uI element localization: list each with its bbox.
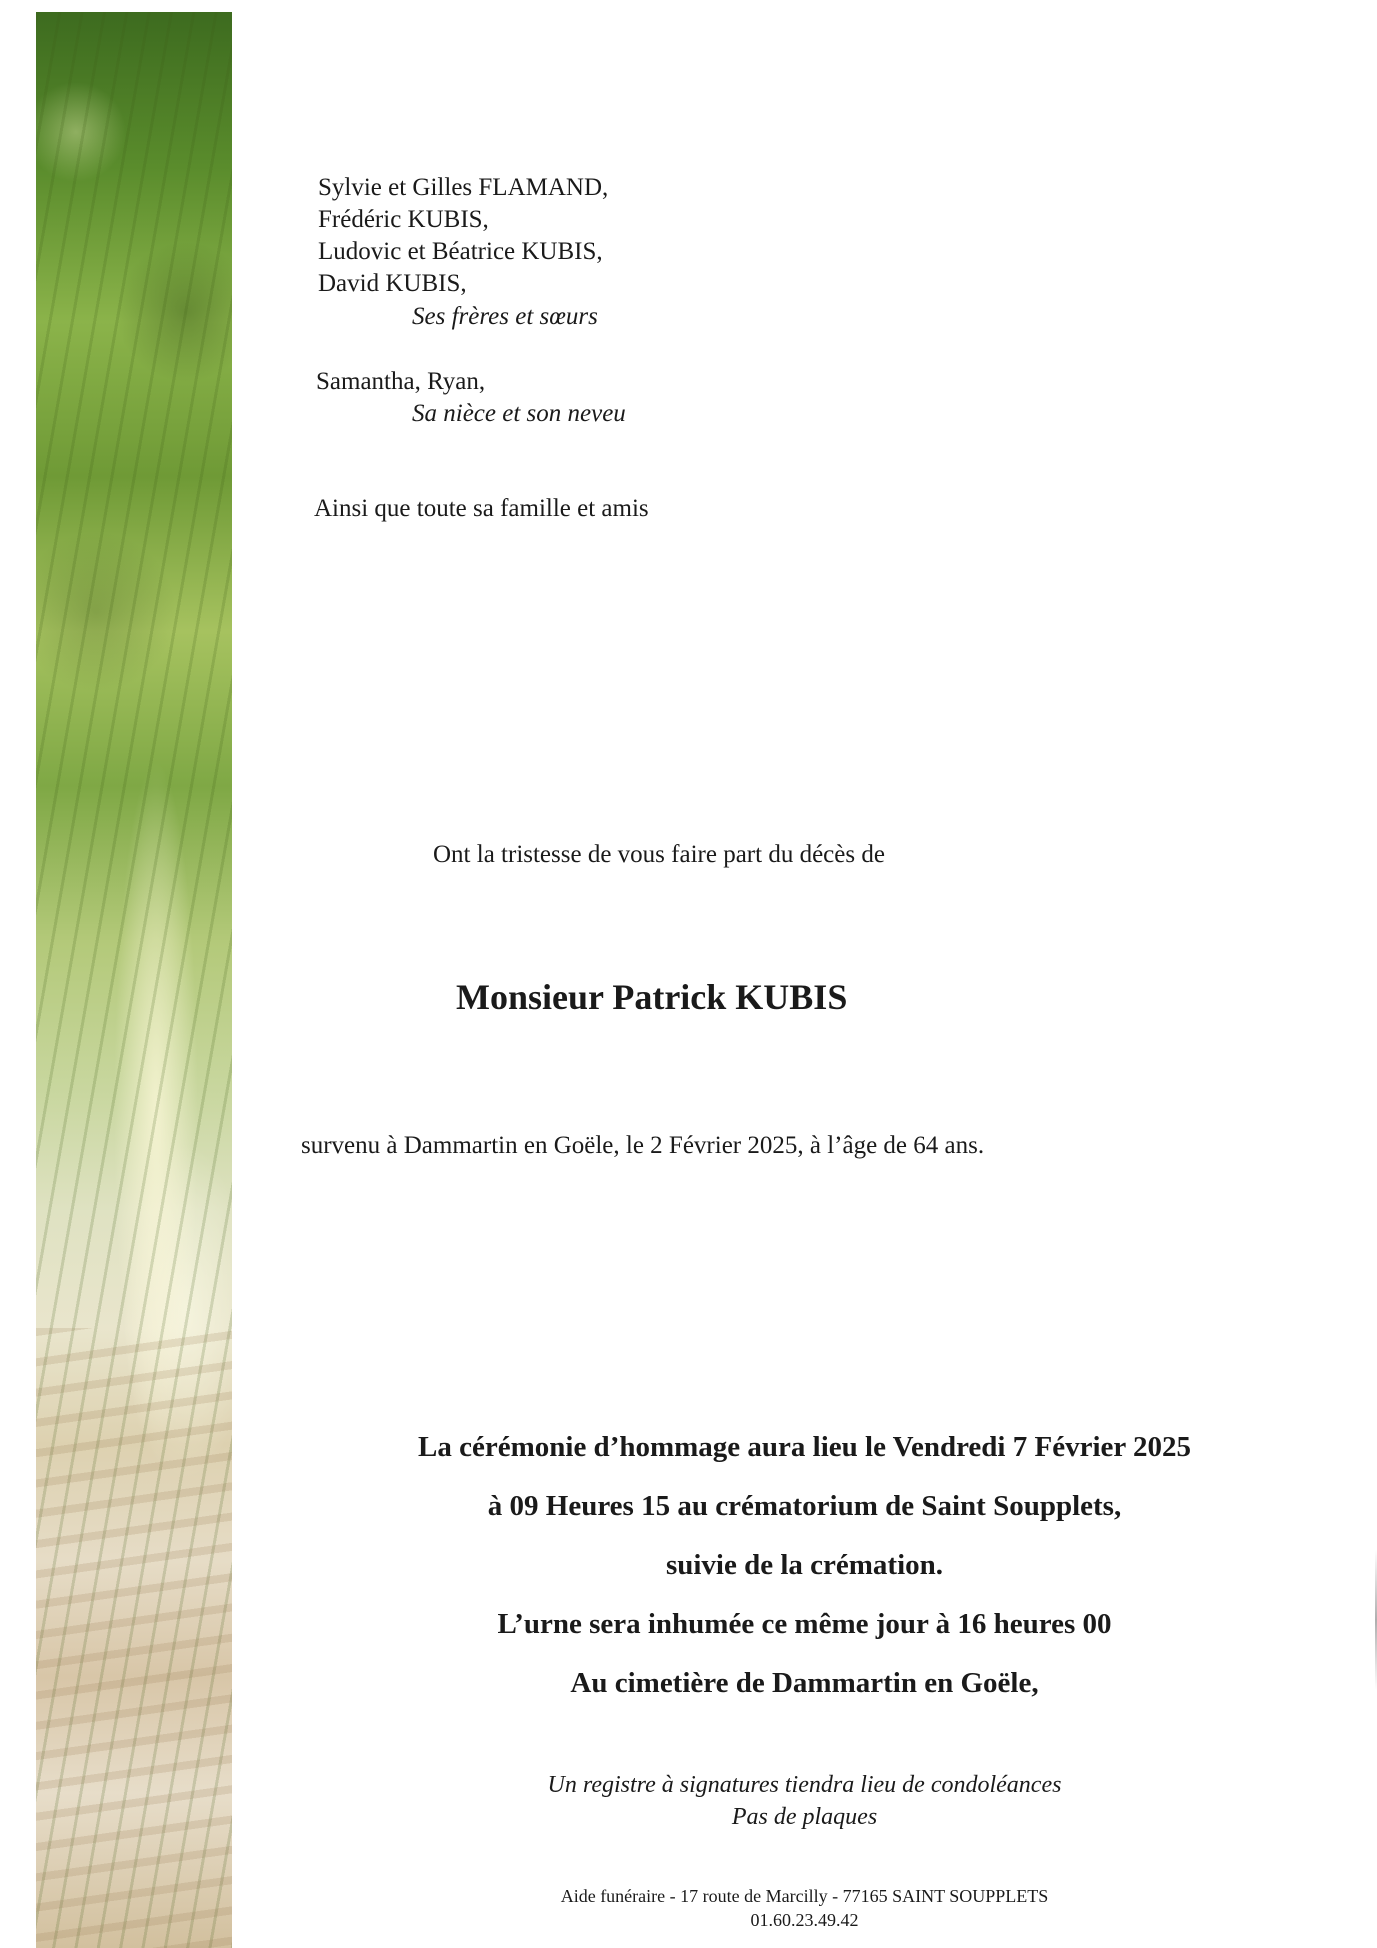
announcement-intro: Ont la tristesse de vous faire part du décès de — [433, 841, 885, 868]
forest-photo-strip — [36, 12, 232, 1948]
funeral-home-address: Aide funéraire - 17 route de Marcilly - 77165 SAINT SOUPPLETS — [560, 1886, 1049, 1906]
ceremony-line-3: suivie de la crémation. — [665, 1549, 944, 1581]
no-plaques-note: Pas de plaques — [731, 1804, 878, 1830]
ceremony-line-1: La cérémonie d’hommage aura lieu le Vendredi 7 Février 2025 — [418, 1431, 1191, 1463]
register-note: Un registre à signatures tiendra lieu de condoléances — [547, 1772, 1062, 1798]
family-line-4: David KUBIS, — [318, 270, 467, 297]
death-details: survenu à Dammartin en Goële, le 2 Février 2025, à l’âge de 64 ans. — [301, 1132, 985, 1159]
family-line-1: Sylvie et Gilles FLAMAND, — [318, 174, 609, 201]
family-line-3: Ludovic et Béatrice KUBIS, — [318, 238, 603, 265]
ceremony-line-4: L’urne sera inhumée ce même jour à 16 heures 00 — [497, 1608, 1112, 1640]
family-and-friends: Ainsi que toute sa famille et amis — [314, 495, 649, 522]
siblings-caption: Ses frères et sœurs — [412, 303, 598, 330]
ceremony-line-5: Au cimetière de Dammartin en Goële, — [570, 1667, 1039, 1699]
niece-nephew-names: Samantha, Ryan, — [316, 368, 486, 395]
family-line-2: Frédéric KUBIS, — [318, 206, 489, 233]
deceased-name: Monsieur Patrick KUBIS — [456, 977, 848, 1017]
funeral-home-phone: 01.60.23.49.42 — [750, 1910, 859, 1930]
niece-nephew-caption: Sa nièce et son neveu — [412, 400, 626, 427]
ceremony-line-2: à 09 Heures 15 au crématorium de Saint Soupplets, — [487, 1490, 1122, 1522]
